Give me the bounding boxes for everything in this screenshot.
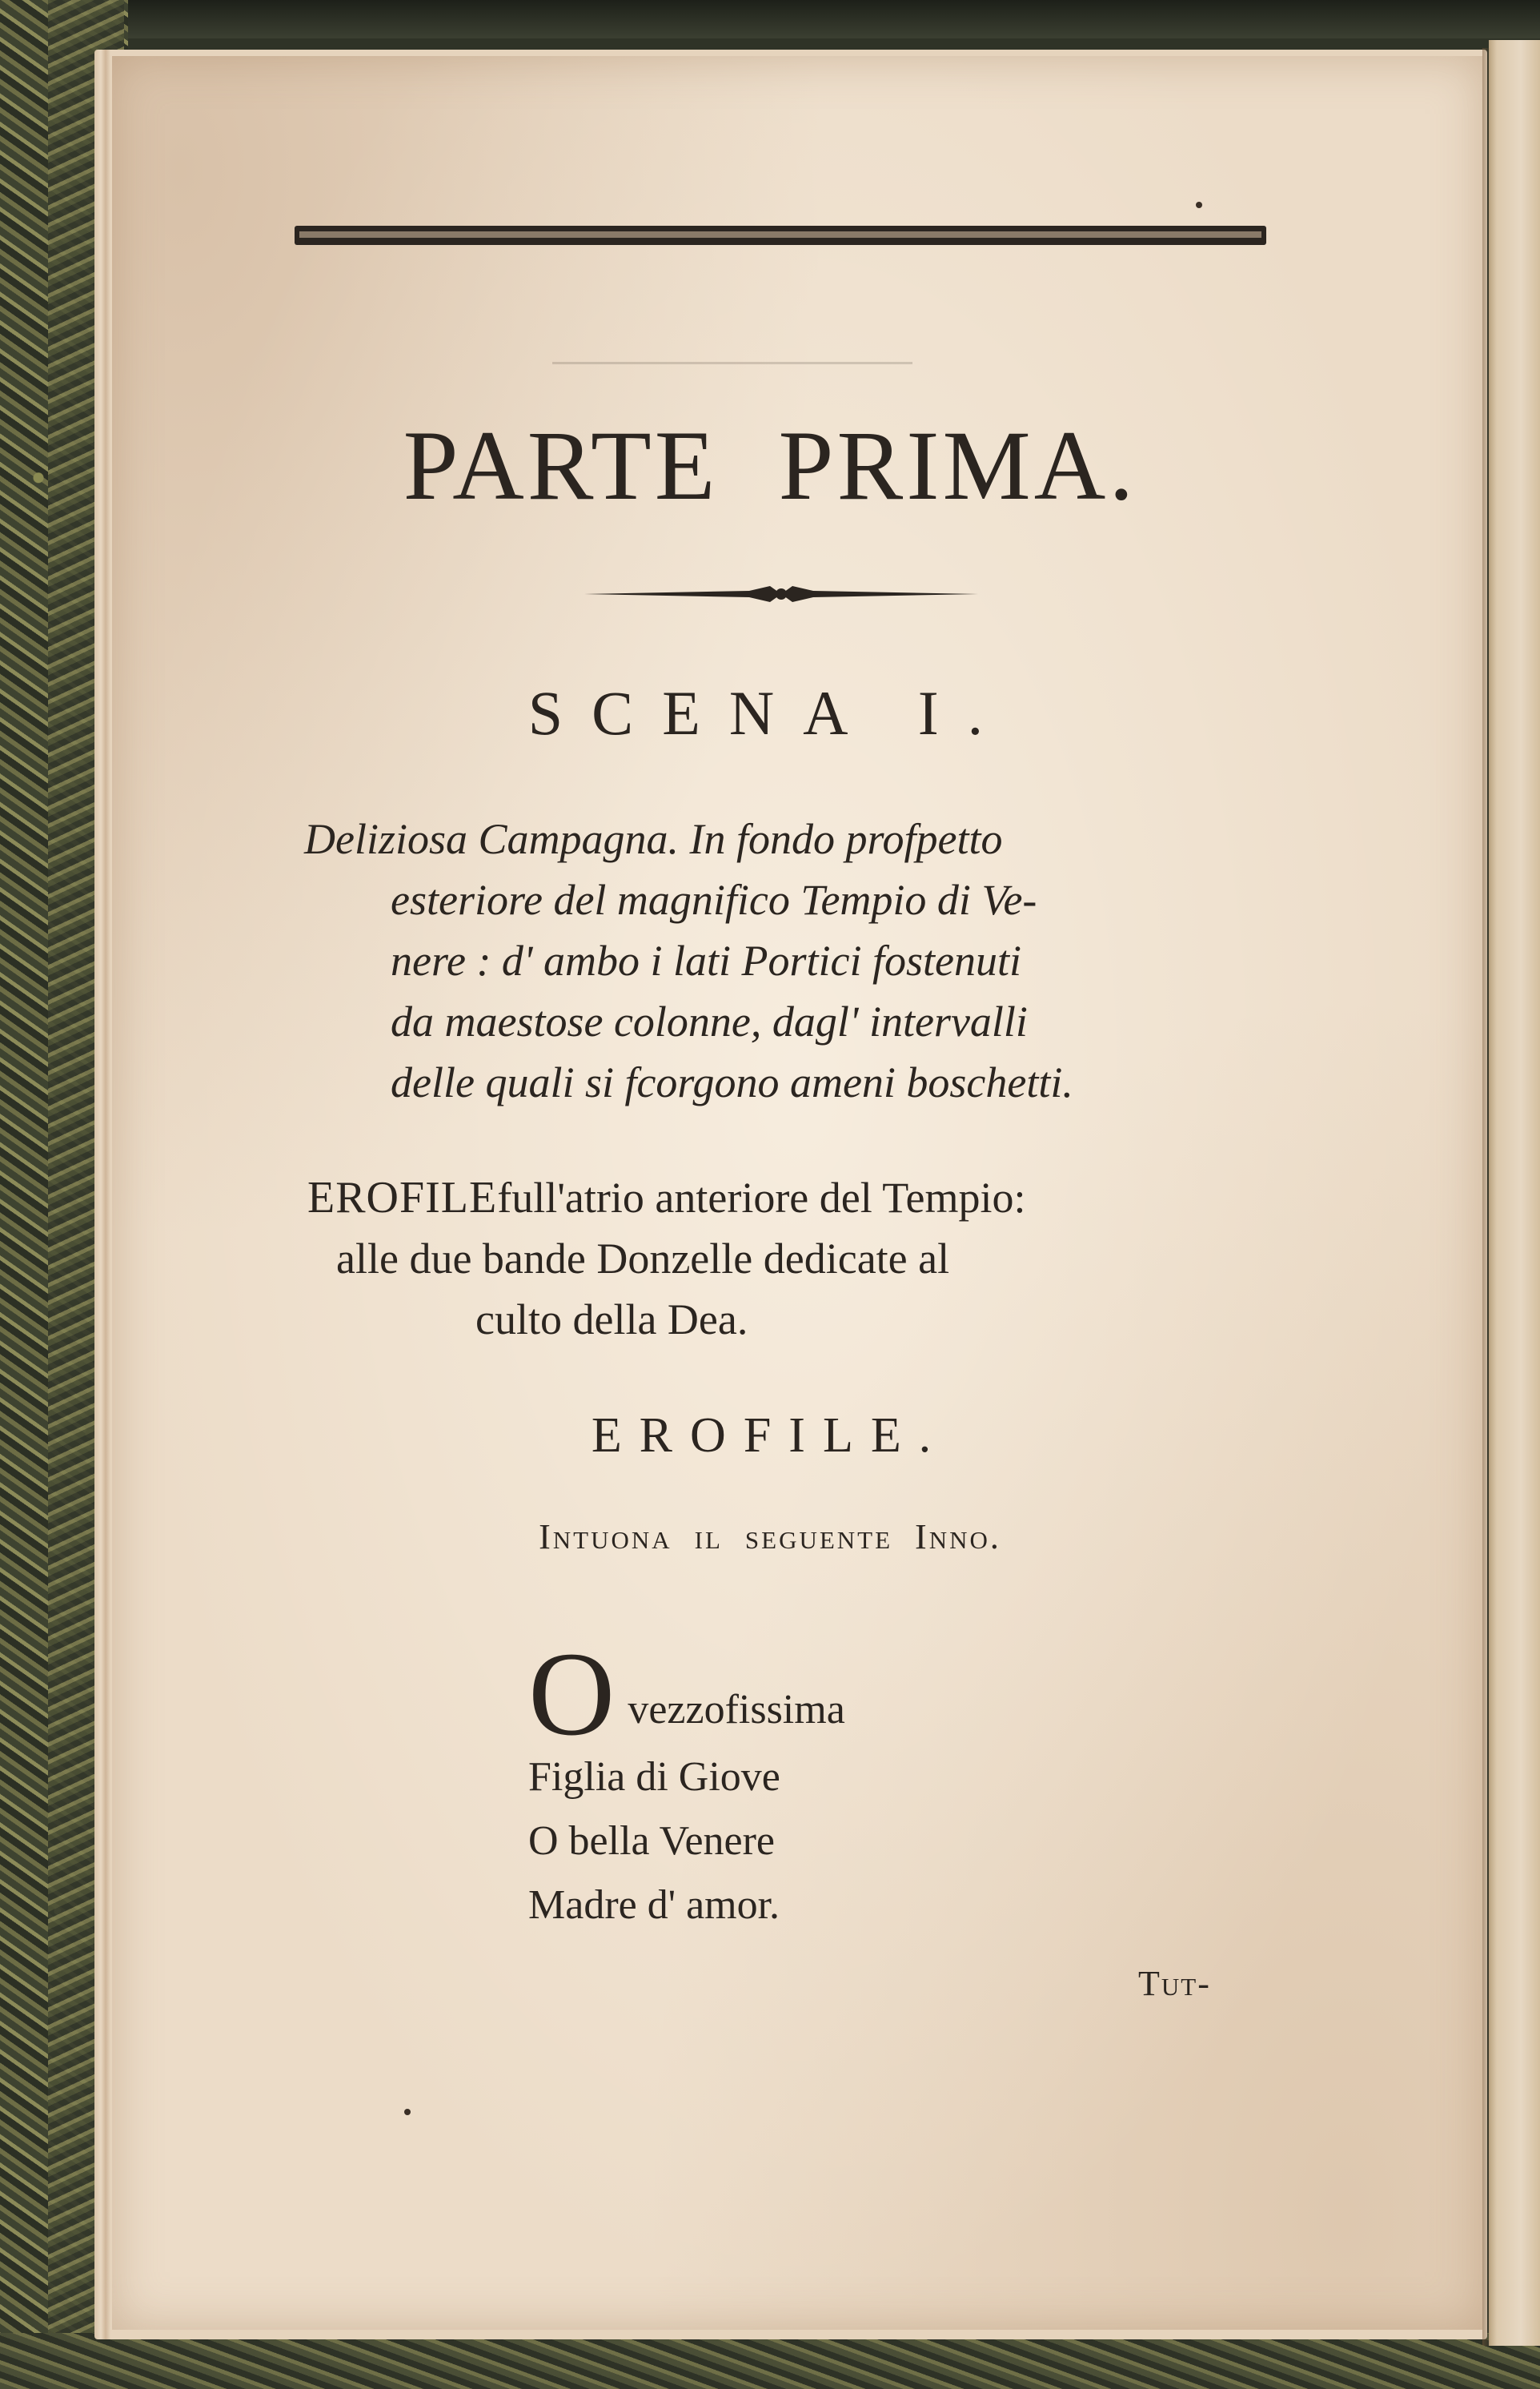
setting-line: nere : d' ambo i lati Portici fostenuti — [391, 937, 1021, 985]
stage-line: alle due bande Donzelle dedicate al — [336, 1235, 950, 1283]
faint-rule — [552, 362, 912, 364]
performance-direction: Intuona il seguente Inno. — [539, 1517, 1001, 1556]
drop-cap: O — [528, 1628, 616, 1761]
page-gutter-shadow — [1482, 48, 1490, 2346]
setting-line: delle quali si fcorgono ameni boschetti. — [391, 1058, 1073, 1106]
verse-line: vezzofissima — [628, 1687, 845, 1733]
page-title: PARTE PRIMA. — [403, 411, 1137, 520]
speaker-heading: EROFILE. — [591, 1408, 949, 1463]
setting-line: esteriore del magnifico Tempio di Ve- — [391, 876, 1037, 924]
ornament-divider-icon — [581, 583, 981, 605]
stage-line: culto della Dea. — [475, 1295, 748, 1343]
header-rule — [295, 226, 1266, 245]
setting-line: da maestose colonne, dagl' intervalli — [391, 998, 1028, 1046]
stage-line: full'atrio anteriore del Tempio: — [497, 1174, 1026, 1222]
ink-speck — [1196, 202, 1202, 208]
binding-bottom-edge — [0, 2333, 1540, 2389]
catchword: Tut- — [1138, 1964, 1211, 2003]
stage-direction — [307, 1167, 1284, 1350]
verse-line: Madre d' amor. — [528, 1882, 780, 1928]
binding-top-edge — [0, 0, 1540, 38]
ink-speck — [404, 2109, 411, 2115]
verse-line: O bella Venere — [528, 1818, 776, 1864]
verse-line: Figlia di Giove — [528, 1754, 780, 1800]
setting-description — [304, 809, 1281, 1113]
scene-heading: SCENA I. — [527, 678, 1013, 748]
character-name: EROFILE — [307, 1173, 498, 1223]
facing-page-edge — [1489, 40, 1540, 2346]
hymn-verse — [528, 1628, 1089, 1937]
setting-line: Deliziosa Campagna. In fondo profpetto — [304, 815, 1003, 863]
